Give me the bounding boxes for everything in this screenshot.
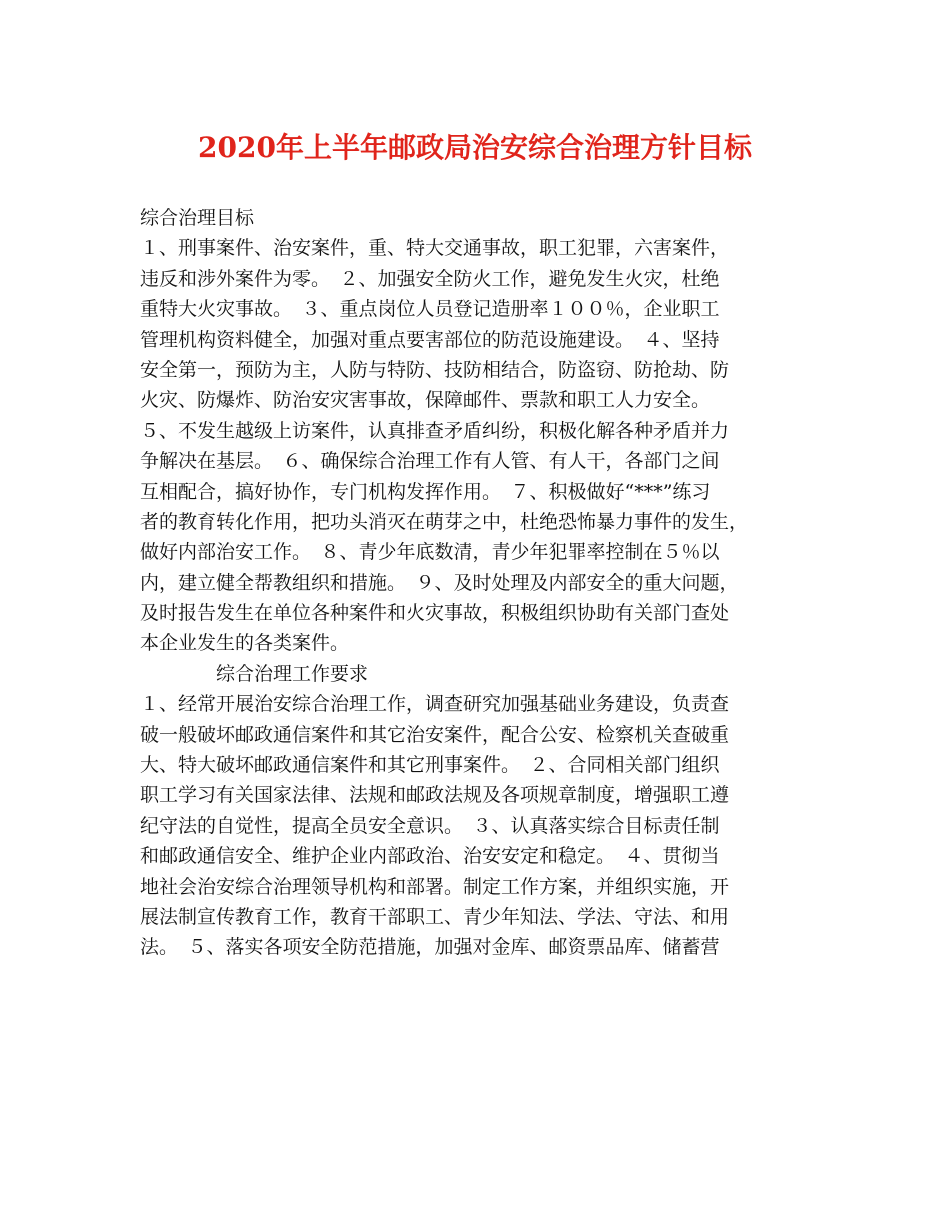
paragraph-line: 做好内部治安工作。 ８、青少年底数清，青少年犯罪率控制在５％以 <box>140 541 720 564</box>
paragraph-line: 重特大火灾事故。 ３、重点岗位人员登记造册率１００％，企业职工 <box>140 298 720 321</box>
paragraph-line: １、经常开展治安综合治理工作，调查研究加强基础业务建设，负责查 <box>140 693 730 716</box>
paragraph-line: 大、特大破坏邮政通信案件和其它刑事案件。 ２、合同相关部门组织 <box>140 754 720 777</box>
paragraph-line: 安全第一，预防为主，人防与特防、技防相结合，防盗窃、防抢劫、防 <box>140 358 730 381</box>
paragraph-line: 内，建立健全帮教组织和措施。 ９、及时处理及内部安全的重大问题， <box>140 571 739 594</box>
section-heading-requirements: 综合治理工作要求 <box>216 662 369 685</box>
paragraph-line: 者的教育转化作用，把功头消灭在萌芽之中，杜绝恐怖暴力事件的发生， <box>140 510 749 533</box>
paragraph-line: ５、不发生越级上访案件，认真排查矛盾纠纷，积极化解各种矛盾并力 <box>140 419 730 442</box>
paragraph-line: 违反和涉外案件为零。 ２、加强安全防火工作，避免发生火灾，杜绝 <box>140 267 720 290</box>
paragraph-line: 展法制宣传教育工作，教育干部职工、青少年知法、学法、守法、和用 <box>140 905 730 928</box>
paragraph-line: 职工学习有关国家法律、法规和邮政法规及各项规章制度，增强职工遵 <box>140 784 730 807</box>
paragraph-line: 纪守法的自觉性，提高全员安全意识。 ３、认真落实综合目标责任制 <box>140 814 720 837</box>
document-title: 2020年上半年邮政局治安综合治理方针目标 <box>198 131 752 164</box>
section-heading-goals: 综合治理目标 <box>140 207 255 229</box>
paragraph-line: 破一般破坏邮政通信案件和其它治安案件，配合公安、检察机关查破重 <box>140 723 730 746</box>
paragraph-line: １、刑事案件、治安案件，重、特大交通事故，职工犯罪，六害案件， <box>140 237 730 260</box>
paragraph-line: 互相配合，搞好协作，专门机构发挥作用。 ７、积极做好“***”练习 <box>140 480 711 503</box>
paragraph-line: 争解决在基层。 ６、确保综合治理工作有人管、有人干，各部门之间 <box>140 450 720 473</box>
document-body <box>140 203 825 963</box>
paragraph-line: 本企业发生的各类案件。 <box>140 632 350 655</box>
paragraph-line: 管理机构资料健全，加强对重点要害部位的防范设施建设。 ４、坚持 <box>140 328 720 351</box>
paragraph-line: 法。 ５、落实各项安全防范措施，加强对金库、邮资票品库、储蓄营 <box>140 936 720 959</box>
paragraph-line: 及时报告发生在单位各种案件和火灾事故，积极组织协助有关部门查处 <box>140 602 730 625</box>
paragraph-line: 和邮政通信安全、维护企业内部政治、治安安定和稳定。 ４、贯彻当 <box>140 845 720 868</box>
paragraph-line: 地社会治安综合治理领导机构和部署。制定工作方案，并组织实施，开 <box>140 875 730 898</box>
paragraph-line: 火灾、防爆炸、防治安灾害事故，保障邮件、票款和职工人力安全。 <box>140 389 711 412</box>
